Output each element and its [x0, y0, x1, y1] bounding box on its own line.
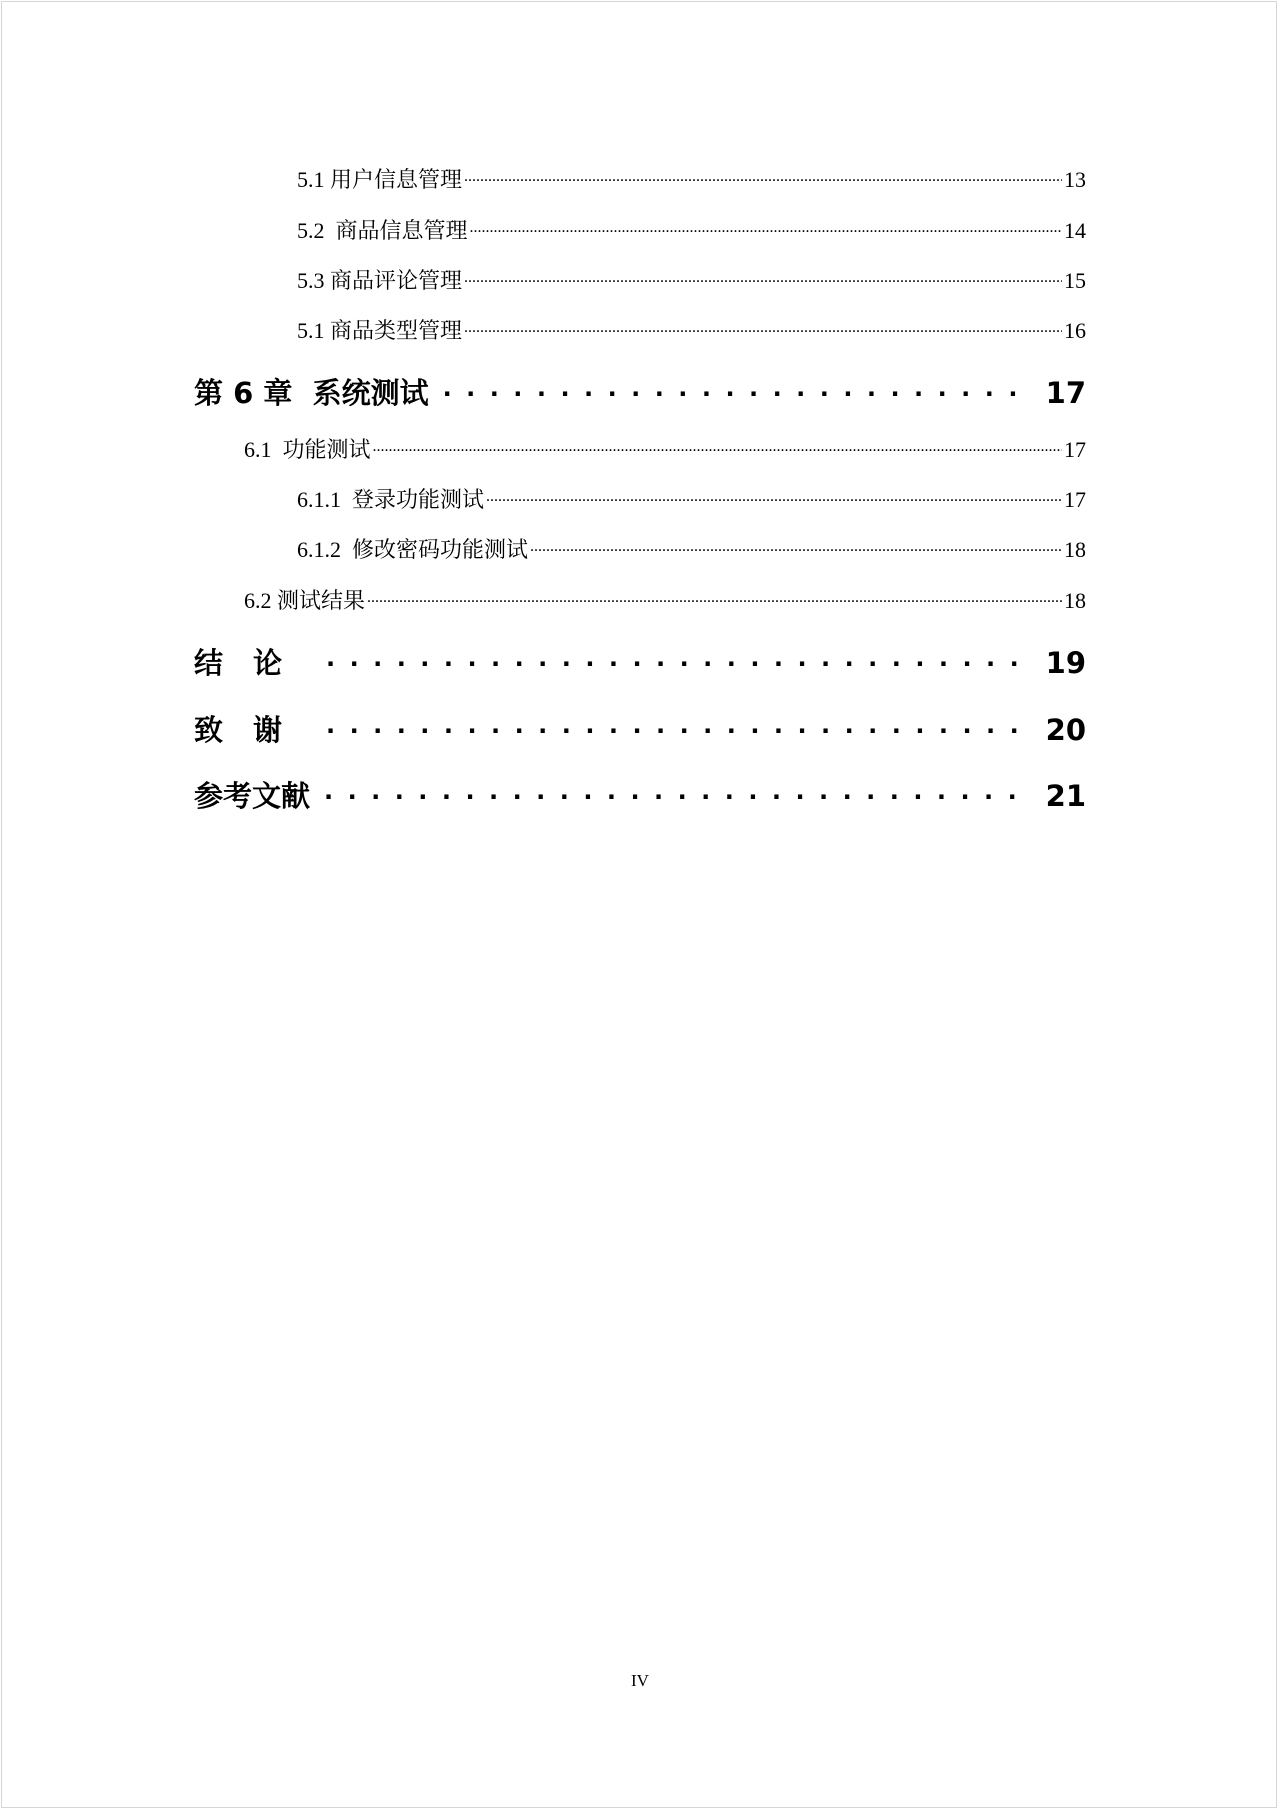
toc-leader-dots	[470, 216, 1062, 238]
toc-entry-label: 5.1 商品类型管理	[297, 318, 463, 343]
toc-leader-dots	[530, 535, 1062, 557]
toc-chapter-entry[interactable]	[194, 641, 1086, 682]
toc-chapter-entry[interactable]	[194, 371, 1086, 412]
toc-leader-dots	[373, 435, 1062, 457]
toc-entry-page: 18	[1064, 537, 1086, 562]
toc-entry-label: 6.1.2 修改密码功能测试	[297, 537, 529, 562]
toc-chapter-label: 结论	[194, 646, 313, 680]
toc-chapter-page: 19	[1045, 646, 1086, 680]
toc-chapter-page: 21	[1045, 779, 1086, 813]
toc-entry[interactable]	[297, 214, 1086, 245]
toc-leader-dots	[326, 644, 1032, 673]
toc-leader-dots	[486, 485, 1062, 507]
toc-entry-label: 6.1 功能测试	[244, 437, 371, 462]
toc-entry[interactable]	[244, 433, 1086, 464]
toc-entry[interactable]	[297, 533, 1086, 564]
toc-leader-dots	[464, 266, 1062, 288]
toc-leader-dots	[464, 165, 1062, 187]
toc-entry-label: 6.2 测试结果	[244, 588, 366, 613]
toc-chapter-page: 20	[1045, 713, 1086, 747]
toc-entry-label: 5.1 用户信息管理	[297, 167, 463, 192]
toc-entry-page: 18	[1064, 588, 1086, 613]
toc-entry-label: 5.3 商品评论管理	[297, 268, 463, 293]
toc-entry-label: 6.1.1 登录功能测试	[297, 487, 485, 512]
toc-entry[interactable]	[297, 264, 1086, 295]
toc-entry-page: 16	[1064, 318, 1086, 343]
toc-chapter-label: 参考文献	[194, 779, 311, 813]
toc-entry-page: 17	[1064, 437, 1086, 462]
toc-leader-dots	[324, 777, 1032, 806]
toc-entry-label: 5.2 商品信息管理	[297, 218, 468, 243]
toc-entry-page: 15	[1064, 268, 1086, 293]
toc-entry[interactable]	[297, 483, 1086, 514]
toc-entry[interactable]	[244, 584, 1086, 615]
toc-chapter-page: 17	[1045, 376, 1086, 410]
toc-chapter-label: 致谢	[194, 713, 313, 747]
toc-entry-page: 14	[1064, 218, 1086, 243]
toc-leader-dots	[367, 586, 1062, 608]
page-number-footer: IV	[631, 1671, 649, 1690]
toc-chapter-entry[interactable]	[194, 708, 1086, 749]
toc-entry-page: 13	[1064, 167, 1086, 192]
toc-leader-dots	[443, 374, 1032, 403]
toc-entry[interactable]	[297, 163, 1086, 194]
toc-entry[interactable]	[297, 314, 1086, 345]
toc-leader-dots	[464, 316, 1062, 338]
toc-chapter-entry[interactable]	[194, 774, 1086, 815]
toc-leader-dots	[326, 711, 1032, 740]
toc-entry-page: 17	[1064, 487, 1086, 512]
toc-chapter-label: 第 6 章 系统测试	[194, 376, 429, 410]
